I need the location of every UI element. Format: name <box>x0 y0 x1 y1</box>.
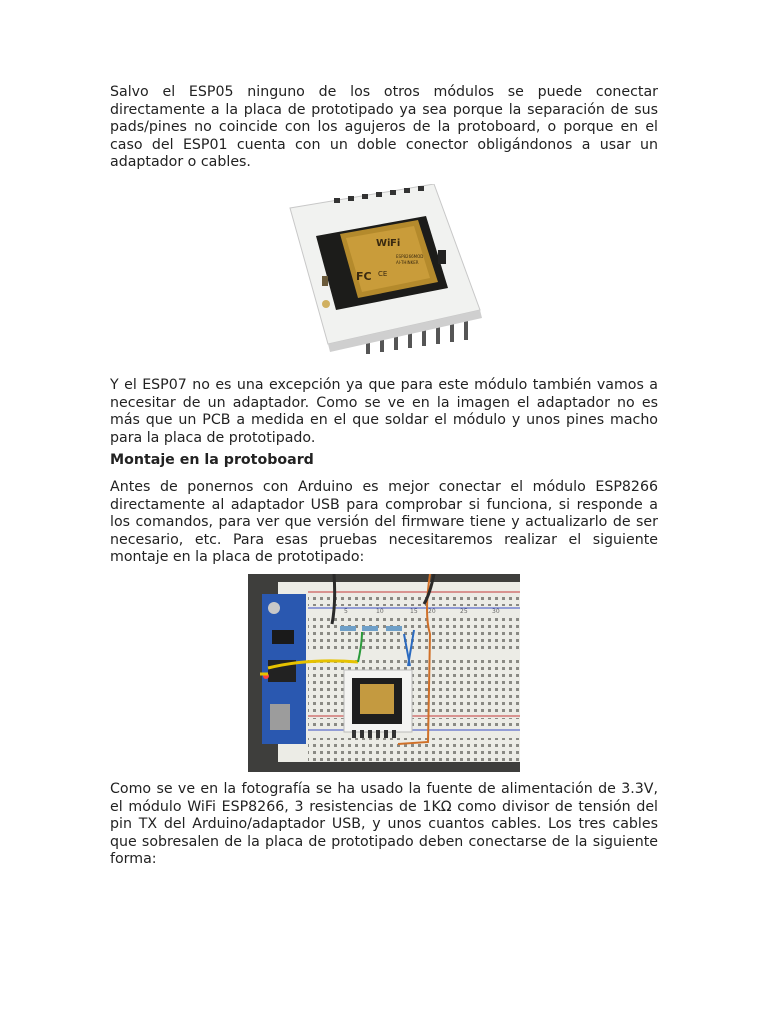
chip-mark-wi: Wi <box>376 238 391 249</box>
chip-mark-maker: AI-THINKER <box>396 260 419 265</box>
chip-mark-model: ESP8266MOD <box>396 254 424 259</box>
chip-mark-fi: Fi <box>390 238 401 249</box>
esp07-adapter-photo <box>288 184 492 360</box>
row-number-25: 25 <box>460 608 468 615</box>
chip-mark-fc: FC <box>356 270 372 283</box>
row-number-15: 15 <box>410 608 418 615</box>
paragraph-intro: Salvo el ESP05 ninguno de los otros módulos se puede conectar directamente a la placa de prototipado ya sea porque la separación de sus pads/pines no coincide con los agujeros de la protoboard, o porque en el caso del ESP01 cuenta con un doble conector obligándonos a usar un adaptador o cables. <box>110 84 658 171</box>
paragraph-setup: Antes de ponernos con Arduino es mejor conectar el módulo ESP8266 directamente al adaptador USB para comprobar si funciona, si responde a los comandos, para ver que versión del firmware tiene y actualizarlo de ser necesario, etc. Para esas pruebas necesitaremos realizar el siguiente montaje en la placa de prototipado: <box>110 479 658 566</box>
paragraph-esp07: Y el ESP07 no es una excepción ya que para este módulo también vamos a necesitar de un adaptador. Como se ve en la imagen el adaptador no es más que un PCB a medida en el que soldar el módulo y unos pines macho para la placa de prototipado. <box>110 377 658 446</box>
chip-mark-ce: CE <box>378 270 388 278</box>
row-number-30: 30 <box>492 608 500 615</box>
section-heading: Montaje en la protoboard <box>110 452 314 468</box>
row-number-10: 10 <box>376 608 384 615</box>
row-number-5: 5 <box>344 608 348 615</box>
breadboard-photo <box>248 574 520 772</box>
row-number-20: 20 <box>428 608 436 615</box>
paragraph-wiring: Como se ve en la fotografía se ha usado la fuente de alimentación de 3.3V, el módulo WiFi ESP8266, 3 resistencias de 1KΩ como divisor de tensión del pin TX del Arduino/adaptador USB, y unos cuantos cables. Los tres cables que sobresalen de la placa de prototipado deben conectarse de la siguiente forma: <box>110 781 658 868</box>
